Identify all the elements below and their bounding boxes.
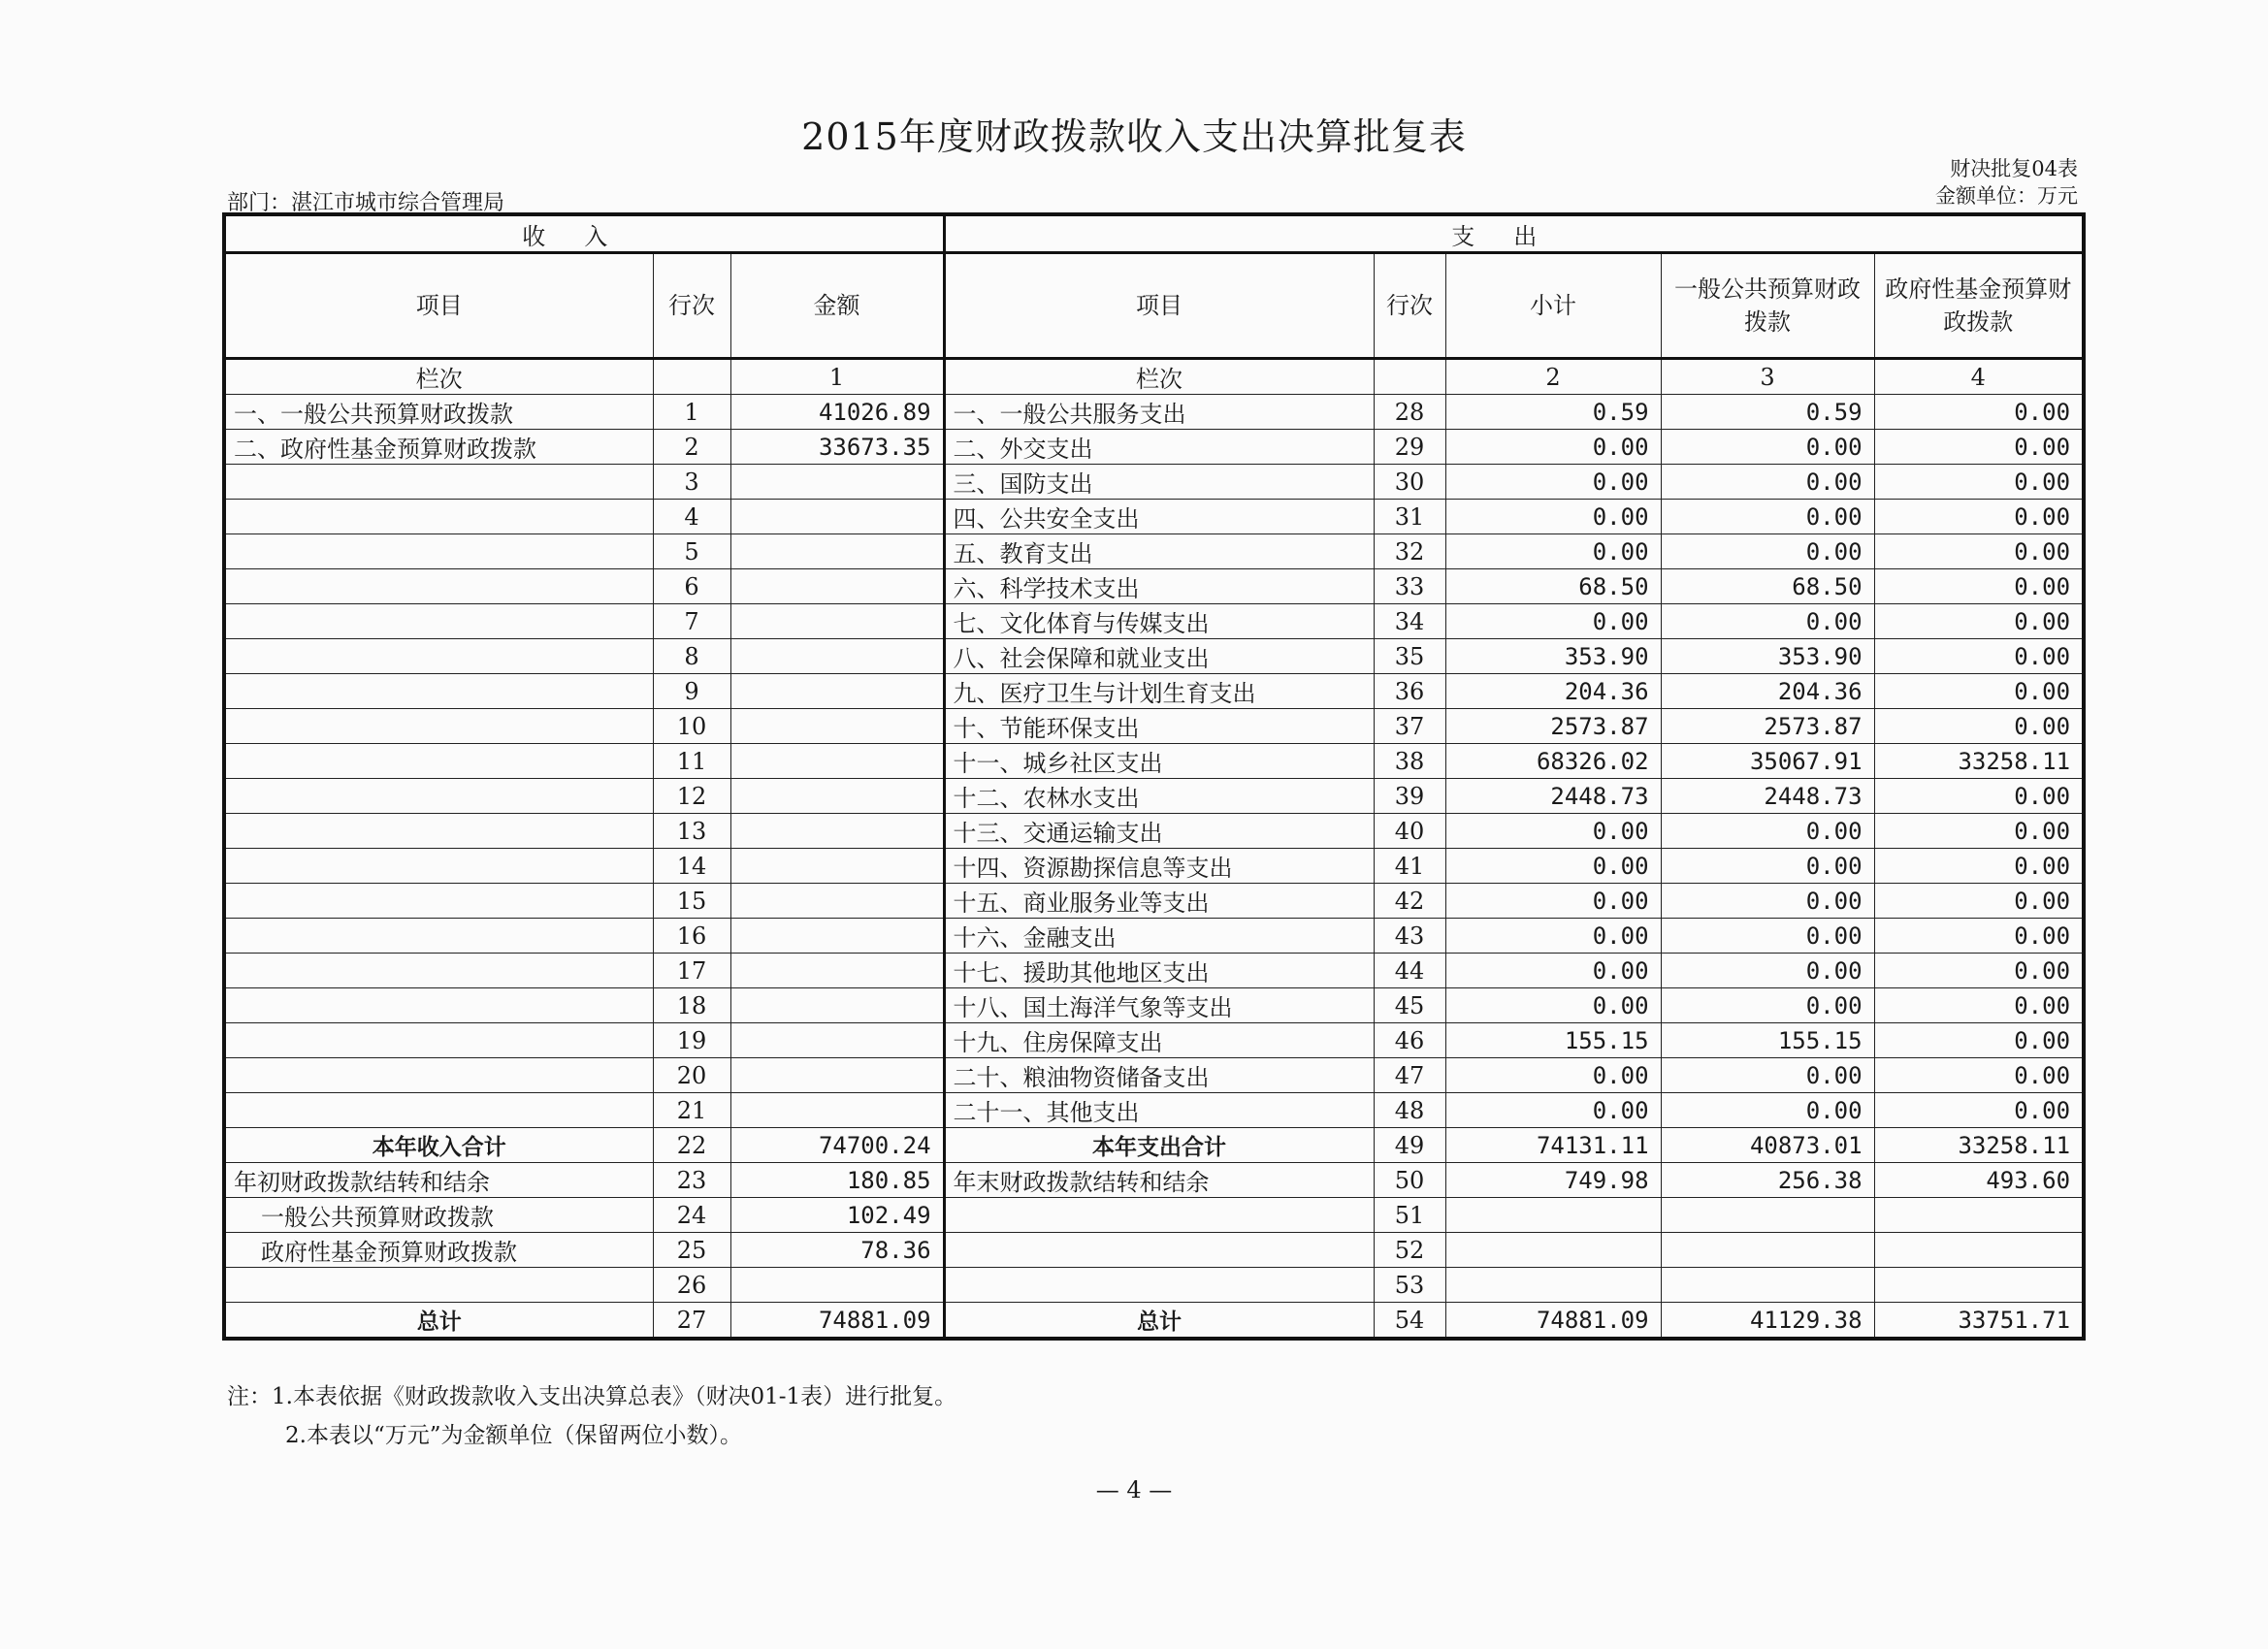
income-item-cell: [224, 674, 653, 709]
income-item-cell: [224, 919, 653, 954]
expenditure-item-cell: 二、外交支出: [944, 430, 1374, 465]
expenditure-row-number-cell: 46: [1374, 1023, 1445, 1058]
income-item-cell: 政府性基金预算财政拨款: [224, 1233, 653, 1268]
income-row-number-cell: 5: [653, 534, 730, 569]
income-amount-cell: 74881.09: [730, 1303, 944, 1340]
income-amount-cell: [730, 954, 944, 988]
expenditure-row-number-cell: 31: [1374, 500, 1445, 534]
income-item-cell: [224, 709, 653, 744]
table-row: [224, 954, 2084, 988]
income-amount-cell: [730, 500, 944, 534]
subtotal-cell: 353.90: [1445, 639, 1661, 674]
subtotal-cell: [1445, 1233, 1661, 1268]
income-amount-cell: [730, 1268, 944, 1303]
expenditure-row-number-cell: 44: [1374, 954, 1445, 988]
general-budget-cell: 0.59: [1661, 395, 1874, 430]
income-row-number-cell: 7: [653, 604, 730, 639]
general-budget-cell: 0.00: [1661, 849, 1874, 884]
general-budget-cell: 0.00: [1661, 534, 1874, 569]
expenditure-item-cell: 八、社会保障和就业支出: [944, 639, 1374, 674]
header-exp-row: 行次: [1374, 253, 1445, 359]
income-item-cell: [224, 814, 653, 849]
expenditure-row-number-cell: 30: [1374, 465, 1445, 500]
table-row: [224, 849, 2084, 884]
expenditure-row-number-cell: 49: [1374, 1128, 1445, 1163]
income-row-number-cell: 2: [653, 430, 730, 465]
income-item-cell: [224, 569, 653, 604]
income-row-number-cell: 14: [653, 849, 730, 884]
expenditure-item-cell: [944, 1198, 1374, 1233]
fund-budget-cell: 0.00: [1874, 674, 2084, 709]
appropriation-table: [222, 212, 2086, 1341]
expenditure-item-cell: 二十一、其他支出: [944, 1093, 1374, 1128]
subtotal-cell: 0.00: [1445, 604, 1661, 639]
income-item-cell: 年初财政拨款结转和结余: [224, 1163, 653, 1198]
expenditure-item-cell: 十六、金融支出: [944, 919, 1374, 954]
expenditure-row-number-cell: 32: [1374, 534, 1445, 569]
income-amount-cell: [730, 1023, 944, 1058]
income-row-number-cell: 20: [653, 1058, 730, 1093]
income-amount-cell: [730, 465, 944, 500]
table-row: [224, 884, 2084, 919]
expenditure-item-cell: 年末财政拨款结转和结余: [944, 1163, 1374, 1198]
income-item-cell: 二、政府性基金预算财政拨款: [224, 430, 653, 465]
expenditure-item-cell: 总计: [944, 1303, 1374, 1340]
fund-budget-cell: 0.00: [1874, 430, 2084, 465]
table-row: [224, 639, 2084, 674]
income-item-cell: [224, 604, 653, 639]
column-number-2: 2: [1445, 359, 1661, 395]
income-amount-cell: 41026.89: [730, 395, 944, 430]
expenditure-row-number-cell: 34: [1374, 604, 1445, 639]
income-amount-cell: [730, 604, 944, 639]
table-row: [224, 1233, 2084, 1268]
general-budget-cell: 41129.38: [1661, 1303, 1874, 1340]
fund-budget-cell: 0.00: [1874, 569, 2084, 604]
income-amount-cell: 78.36: [730, 1233, 944, 1268]
fund-budget-cell: 0.00: [1874, 1023, 2084, 1058]
fund-budget-cell: 0.00: [1874, 1058, 2084, 1093]
expenditure-item-cell: 十五、商业服务业等支出: [944, 884, 1374, 919]
fund-budget-cell: 0.00: [1874, 709, 2084, 744]
general-budget-cell: 40873.01: [1661, 1128, 1874, 1163]
table-row: [224, 709, 2084, 744]
header-exp-item: 项目: [944, 253, 1374, 359]
subtotal-cell: 0.00: [1445, 500, 1661, 534]
income-item-cell: [224, 884, 653, 919]
general-budget-cell: 0.00: [1661, 988, 1874, 1023]
fund-budget-cell: 0.00: [1874, 395, 2084, 430]
subtotal-cell: 0.00: [1445, 430, 1661, 465]
income-row-number-cell: 27: [653, 1303, 730, 1340]
expenditure-item-cell: 十、节能环保支出: [944, 709, 1374, 744]
fund-budget-cell: 0.00: [1874, 814, 2084, 849]
expenditure-item-cell: 二十、粮油物资储备支出: [944, 1058, 1374, 1093]
income-row-number-cell: 24: [653, 1198, 730, 1233]
column-number-3: 3: [1661, 359, 1874, 395]
column-header-row: [224, 253, 2084, 359]
table-row: [224, 500, 2084, 534]
income-row-number-cell: 21: [653, 1093, 730, 1128]
income-amount-cell: 33673.35: [730, 430, 944, 465]
table-row: [224, 919, 2084, 954]
form-code: 财决批复04表: [1950, 157, 2078, 180]
column-number-1: 1: [730, 359, 944, 395]
income-item-cell: 总计: [224, 1303, 653, 1340]
note-1: 注：1.本表依据《财政拨款收入支出决算总表》（财决01-1表）进行批复。: [227, 1384, 957, 1409]
expenditure-section-header: 支出: [944, 214, 2084, 253]
subtotal-cell: 0.00: [1445, 884, 1661, 919]
general-budget-cell: 35067.91: [1661, 744, 1874, 779]
table-row: [224, 779, 2084, 814]
income-item-cell: [224, 779, 653, 814]
fund-budget-cell: 0.00: [1874, 954, 2084, 988]
subtotal-cell: 0.00: [1445, 988, 1661, 1023]
fund-budget-cell: 0.00: [1874, 465, 2084, 500]
table-row: [224, 1163, 2084, 1198]
subtotal-cell: 68.50: [1445, 569, 1661, 604]
expenditure-item-cell: 四、公共安全支出: [944, 500, 1374, 534]
subtotal-cell: 0.00: [1445, 814, 1661, 849]
general-budget-cell: 2448.73: [1661, 779, 1874, 814]
income-row-number-cell: 22: [653, 1128, 730, 1163]
income-item-cell: [224, 465, 653, 500]
general-budget-cell: 0.00: [1661, 919, 1874, 954]
table-row: [224, 674, 2084, 709]
general-budget-cell: 0.00: [1661, 465, 1874, 500]
subtotal-cell: 0.00: [1445, 534, 1661, 569]
income-row-number-cell: 3: [653, 465, 730, 500]
table-body: [224, 395, 2084, 1340]
income-row-number-cell: 25: [653, 1233, 730, 1268]
expenditure-row-number-cell: 43: [1374, 919, 1445, 954]
expenditure-row-number-cell: 37: [1374, 709, 1445, 744]
header-subtotal: 小计: [1445, 253, 1661, 359]
income-amount-cell: [730, 744, 944, 779]
income-amount-cell: [730, 849, 944, 884]
income-amount-cell: [730, 1058, 944, 1093]
table-row: [224, 814, 2084, 849]
header-income-item: 项目: [224, 253, 653, 359]
general-budget-cell: 0.00: [1661, 884, 1874, 919]
income-item-cell: [224, 1093, 653, 1128]
income-item-cell: [224, 534, 653, 569]
subtotal-cell: [1445, 1268, 1661, 1303]
income-amount-cell: [730, 674, 944, 709]
general-budget-cell: 155.15: [1661, 1023, 1874, 1058]
expenditure-item-cell: 一、一般公共服务支出: [944, 395, 1374, 430]
income-item-cell: [224, 1268, 653, 1303]
page-title: 2015年度财政拨款收入支出决算批复表: [801, 115, 1467, 158]
expenditure-item-cell: 十二、农林水支出: [944, 779, 1374, 814]
subtotal-cell: [1445, 1198, 1661, 1233]
income-amount-cell: [730, 779, 944, 814]
income-row-number-cell: 16: [653, 919, 730, 954]
income-row-number-cell: 1: [653, 395, 730, 430]
expenditure-row-number-cell: 40: [1374, 814, 1445, 849]
table-row: [224, 744, 2084, 779]
expenditure-row-number-cell: 29: [1374, 430, 1445, 465]
expenditure-row-number-cell: 52: [1374, 1233, 1445, 1268]
income-row-number-cell: 11: [653, 744, 730, 779]
expenditure-row-number-cell: 39: [1374, 779, 1445, 814]
expenditure-item-cell: [944, 1268, 1374, 1303]
header-income-row: 行次: [653, 253, 730, 359]
income-section-header: 收入: [224, 214, 944, 253]
subtotal-cell: 0.00: [1445, 919, 1661, 954]
column-label-right: 栏次: [944, 359, 1374, 395]
expenditure-item-cell: 十七、援助其他地区支出: [944, 954, 1374, 988]
general-budget-cell: [1661, 1233, 1874, 1268]
expenditure-item-cell: 十九、住房保障支出: [944, 1023, 1374, 1058]
fund-budget-cell: 33258.11: [1874, 1128, 2084, 1163]
income-amount-cell: [730, 569, 944, 604]
expenditure-row-number-cell: 42: [1374, 884, 1445, 919]
general-budget-cell: 68.50: [1661, 569, 1874, 604]
header-general-budget: 一般公共预算财政拨款: [1661, 253, 1874, 359]
fund-budget-cell: 0.00: [1874, 1093, 2084, 1128]
income-amount-cell: [730, 988, 944, 1023]
fund-budget-cell: 0.00: [1874, 919, 2084, 954]
income-amount-cell: 74700.24: [730, 1128, 944, 1163]
column-number-4: 4: [1874, 359, 2084, 395]
expenditure-row-number-cell: 41: [1374, 849, 1445, 884]
fund-budget-cell: 0.00: [1874, 534, 2084, 569]
income-row-number-cell: 15: [653, 884, 730, 919]
income-amount-cell: 180.85: [730, 1163, 944, 1198]
column-label-left: 栏次: [224, 359, 653, 395]
table-row: [224, 1023, 2084, 1058]
table-row: [224, 988, 2084, 1023]
expenditure-item-cell: 十一、城乡社区支出: [944, 744, 1374, 779]
general-budget-cell: 0.00: [1661, 500, 1874, 534]
expenditure-row-number-cell: 53: [1374, 1268, 1445, 1303]
table-row: [224, 604, 2084, 639]
department-label: 部门：湛江市城市综合管理局: [227, 191, 505, 215]
income-item-cell: [224, 500, 653, 534]
income-amount-cell: [730, 534, 944, 569]
table-row: [224, 1058, 2084, 1093]
general-budget-cell: 353.90: [1661, 639, 1874, 674]
general-budget-cell: 256.38: [1661, 1163, 1874, 1198]
expenditure-row-number-cell: 35: [1374, 639, 1445, 674]
header-income-amount: 金额: [730, 253, 944, 359]
general-budget-cell: [1661, 1198, 1874, 1233]
expenditure-item-cell: 本年支出合计: [944, 1128, 1374, 1163]
income-item-cell: [224, 1023, 653, 1058]
expenditure-row-number-cell: 47: [1374, 1058, 1445, 1093]
general-budget-cell: 2573.87: [1661, 709, 1874, 744]
income-item-cell: [224, 988, 653, 1023]
column-number-row: [224, 359, 2084, 395]
income-amount-cell: [730, 709, 944, 744]
subtotal-cell: 74131.11: [1445, 1128, 1661, 1163]
general-budget-cell: 0.00: [1661, 814, 1874, 849]
income-amount-cell: [730, 919, 944, 954]
general-budget-cell: 0.00: [1661, 604, 1874, 639]
income-item-cell: [224, 1058, 653, 1093]
subtotal-cell: 68326.02: [1445, 744, 1661, 779]
income-row-number-cell: 10: [653, 709, 730, 744]
fund-budget-cell: 33258.11: [1874, 744, 2084, 779]
fund-budget-cell: [1874, 1268, 2084, 1303]
section-header-row: [224, 214, 2084, 253]
table-row: [224, 569, 2084, 604]
expenditure-item-cell: 六、科学技术支出: [944, 569, 1374, 604]
table-row: [224, 1093, 2084, 1128]
table-row: [224, 1128, 2084, 1163]
subtotal-cell: 0.00: [1445, 849, 1661, 884]
income-amount-cell: [730, 1093, 944, 1128]
table-row: [224, 1198, 2084, 1233]
income-row-number-cell: 6: [653, 569, 730, 604]
expenditure-row-number-cell: 45: [1374, 988, 1445, 1023]
subtotal-cell: 0.00: [1445, 465, 1661, 500]
income-item-cell: [224, 954, 653, 988]
general-budget-cell: 0.00: [1661, 1093, 1874, 1128]
expenditure-item-cell: [944, 1233, 1374, 1268]
income-row-number-cell: 17: [653, 954, 730, 988]
fund-budget-cell: 33751.71: [1874, 1303, 2084, 1340]
expenditure-item-cell: 十四、资源勘探信息等支出: [944, 849, 1374, 884]
income-row-number-cell: 19: [653, 1023, 730, 1058]
fund-budget-cell: 0.00: [1874, 604, 2084, 639]
fund-budget-cell: 493.60: [1874, 1163, 2084, 1198]
unit-label: 金额单位：万元: [1935, 184, 2078, 208]
subtotal-cell: 204.36: [1445, 674, 1661, 709]
table-row: [224, 1303, 2084, 1340]
subtotal-cell: 0.59: [1445, 395, 1661, 430]
expenditure-row-number-cell: 28: [1374, 395, 1445, 430]
expenditure-row-number-cell: 51: [1374, 1198, 1445, 1233]
income-item-cell: 本年收入合计: [224, 1128, 653, 1163]
fund-budget-cell: 0.00: [1874, 639, 2084, 674]
income-row-number-cell: 8: [653, 639, 730, 674]
subtotal-cell: 0.00: [1445, 1093, 1661, 1128]
general-budget-cell: 204.36: [1661, 674, 1874, 709]
expenditure-row-number-cell: 50: [1374, 1163, 1445, 1198]
subtotal-cell: 74881.09: [1445, 1303, 1661, 1340]
table-row: [224, 534, 2084, 569]
income-row-number-cell: 18: [653, 988, 730, 1023]
fund-budget-cell: [1874, 1233, 2084, 1268]
income-item-cell: 一般公共预算财政拨款: [224, 1198, 653, 1233]
expenditure-row-number-cell: 54: [1374, 1303, 1445, 1340]
fund-budget-cell: 0.00: [1874, 849, 2084, 884]
income-amount-cell: [730, 814, 944, 849]
income-amount-cell: [730, 884, 944, 919]
income-row-number-cell: 4: [653, 500, 730, 534]
fund-budget-cell: 0.00: [1874, 884, 2084, 919]
table-row: [224, 430, 2084, 465]
table-row: [224, 395, 2084, 430]
income-item-cell: [224, 639, 653, 674]
expenditure-item-cell: 五、教育支出: [944, 534, 1374, 569]
expenditure-item-cell: 九、医疗卫生与计划生育支出: [944, 674, 1374, 709]
income-item-cell: 一、一般公共预算财政拨款: [224, 395, 653, 430]
income-row-number-cell: 12: [653, 779, 730, 814]
subtotal-cell: 2573.87: [1445, 709, 1661, 744]
income-amount-cell: 102.49: [730, 1198, 944, 1233]
general-budget-cell: 0.00: [1661, 954, 1874, 988]
subtotal-cell: 155.15: [1445, 1023, 1661, 1058]
income-row-number-cell: 9: [653, 674, 730, 709]
expenditure-row-number-cell: 33: [1374, 569, 1445, 604]
income-row-number-cell: 26: [653, 1268, 730, 1303]
expenditure-row-number-cell: 36: [1374, 674, 1445, 709]
subtotal-cell: 2448.73: [1445, 779, 1661, 814]
general-budget-cell: 0.00: [1661, 1058, 1874, 1093]
fund-budget-cell: [1874, 1198, 2084, 1233]
income-row-number-cell: 23: [653, 1163, 730, 1198]
general-budget-cell: 0.00: [1661, 430, 1874, 465]
header-fund-budget: 政府性基金预算财政拨款: [1874, 253, 2084, 359]
income-row-number-cell: 13: [653, 814, 730, 849]
footnotes: [227, 1377, 956, 1455]
expenditure-item-cell: 十八、国土海洋气象等支出: [944, 988, 1374, 1023]
fund-budget-cell: 0.00: [1874, 500, 2084, 534]
expenditure-row-number-cell: 38: [1374, 744, 1445, 779]
income-amount-cell: [730, 639, 944, 674]
expenditure-row-number-cell: 48: [1374, 1093, 1445, 1128]
page-number: — 4 —: [1095, 1476, 1173, 1504]
expenditure-item-cell: 三、国防支出: [944, 465, 1374, 500]
subtotal-cell: 0.00: [1445, 1058, 1661, 1093]
table-row: [224, 465, 2084, 500]
income-item-cell: [224, 744, 653, 779]
expenditure-item-cell: 七、文化体育与传媒支出: [944, 604, 1374, 639]
fund-budget-cell: 0.00: [1874, 988, 2084, 1023]
table-row: [224, 1268, 2084, 1303]
note-2: 2.本表以“万元”为金额单位（保留两位小数）。: [285, 1423, 742, 1448]
expenditure-item-cell: 十三、交通运输支出: [944, 814, 1374, 849]
fund-budget-cell: 0.00: [1874, 779, 2084, 814]
general-budget-cell: [1661, 1268, 1874, 1303]
subtotal-cell: 0.00: [1445, 954, 1661, 988]
income-item-cell: [224, 849, 653, 884]
subtotal-cell: 749.98: [1445, 1163, 1661, 1198]
